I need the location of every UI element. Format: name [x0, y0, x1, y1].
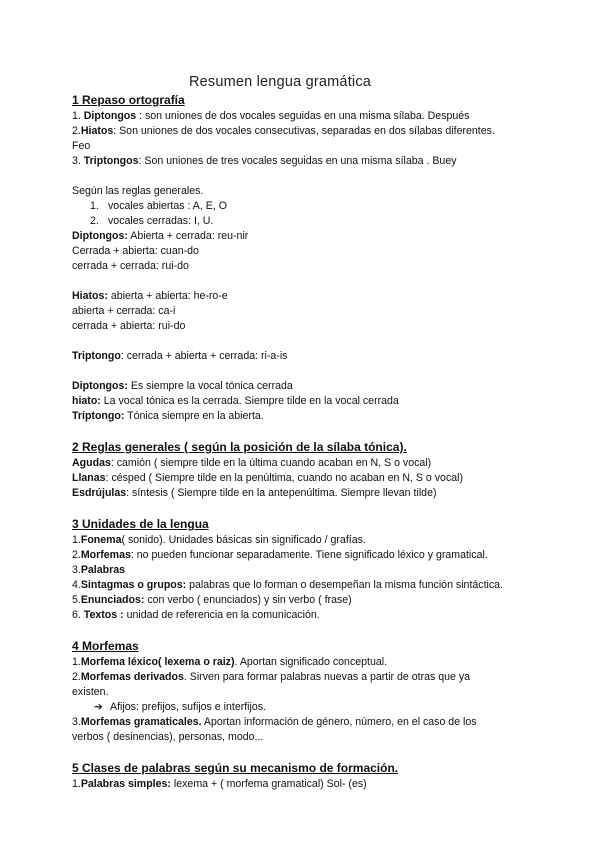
document-title: Resumen lengua gramática — [188, 74, 372, 90]
section-2-heading: 2 Reglas generales ( según la posición de la sílaba tónica). — [72, 440, 407, 454]
s3-sintagmas: 4.Sintagmas o grupos: palabras que lo forman o desempeñan la misma función sintáctica. — [72, 579, 504, 591]
arrow-right-icon: ➔ — [94, 701, 103, 713]
section-3-heading: 3 Unidades de la lengua — [72, 517, 209, 531]
s3-enunciados: 5.Enunciados: con verbo ( enunciados) y sin verbo ( frase) — [72, 594, 352, 606]
s2-llanas: Llanas: césped ( Siempre tilde en la penúltima, cuando no acaban en N, S o vocal) — [72, 472, 464, 484]
section-1-heading: 1 Repaso ortografía — [72, 93, 185, 107]
s2-esdrujulas: Esdrújulas: síntesis ( Siempre tilde en la antepenúltima. Siempre llevan tilde) — [72, 487, 437, 499]
s3-palabras: 3.Palabras — [72, 564, 126, 576]
document-body — [72, 92, 542, 792]
section-4-heading: 4 Morfemas — [72, 639, 139, 653]
s1-tonica-hiato: hiato: La vocal tónica es la cerrada. Siempre tilde en la vocal cerrada — [72, 395, 399, 407]
s1-hiatos-rule: Hiatos: abierta + abierta: he-ro-e — [72, 290, 228, 302]
s1-tonica-triptongo: Triptongo: Tónica siempre en la abierta. — [72, 410, 264, 422]
s4-afijos: ➔ Afijos: prefijos, sufijos e interfijos. — [94, 701, 267, 713]
s4-morfemas-derivados-cont: existen. — [72, 686, 109, 698]
s1-line-hiatos: 2.Hiatos: Son uniones de dos vocales consecutivas, separadas en dos sílabas diferentes. — [72, 125, 495, 137]
s3-fonema: 1.Fonema( sonido). Unidades básicas sin significado / grafías. — [72, 534, 366, 546]
s1-diptongos-rule-3: cerrada + cerrada: rui-do — [72, 260, 189, 272]
s1-line-diptongos: 1. Diptongos : son uniones de dos vocales seguidas en una misma sílaba. Después — [72, 110, 470, 122]
s1-line-hiatos-cont: Feo — [72, 140, 91, 152]
s1-tonica-diptongos: Diptongos: Es siempre la vocal tónica cerrada — [72, 380, 293, 392]
s1-hiatos-rule-3: cerrada + abierta: rui-do — [72, 320, 186, 332]
s5-palabras-simples: 1.Palabras simples: lexema + ( morfema gramatical) Sol- (es) — [72, 778, 367, 790]
s1-reglas: Según las reglas generales. — [72, 185, 204, 197]
s1-list-item: 1. vocales abiertas : A, E, O — [90, 200, 227, 212]
s4-morfemas-derivados: 2.Morfemas derivados. Sirven para formar palabras nuevas a partir de otras que ya — [72, 671, 471, 683]
s3-morfemas: 2.Morfemas: no pueden funcionar separadamente. Tiene significado léxico y gramatical. — [72, 549, 488, 561]
s3-textos: 6. Textos : unidad de referencia en la comunicación. — [72, 609, 320, 621]
s1-list-item: 2. vocales cerradas: I, U. — [90, 215, 214, 227]
s1-diptongos-rule: Diptongos: Abierta + cerrada: reu-nir — [72, 230, 249, 242]
section-5-heading: 5 Clases de palabras según su mecanismo de formación. — [72, 761, 399, 775]
s4-morfema-lexico: 1.Morfema léxico( lexema o raiz). Aportan significado conceptual. — [72, 656, 388, 668]
s2-agudas: Agudas: camión ( siempre tilde en la última cuando acaban en N, S o vocal) — [72, 457, 432, 469]
s1-triptongo-rule: Triptongo: cerrada + abierta + cerrada: ri-a-is — [72, 350, 288, 362]
s1-line-triptongos: 3. Triptongos: Son uniones de tres vocales seguidas en una misma sílaba . Buey — [72, 155, 457, 167]
s4-morfemas-gramaticales-cont: verbos ( desinencias), personas, modo... — [72, 731, 264, 743]
s4-morfemas-gramaticales: 3.Morfemas gramaticales. Aportan información de género, número, en el caso de los — [72, 716, 477, 728]
s1-diptongos-rule-2: Cerrada + abierta: cuan-do — [72, 245, 199, 257]
s1-hiatos-rule-2: abierta + cerrada: ca-i — [72, 305, 176, 317]
